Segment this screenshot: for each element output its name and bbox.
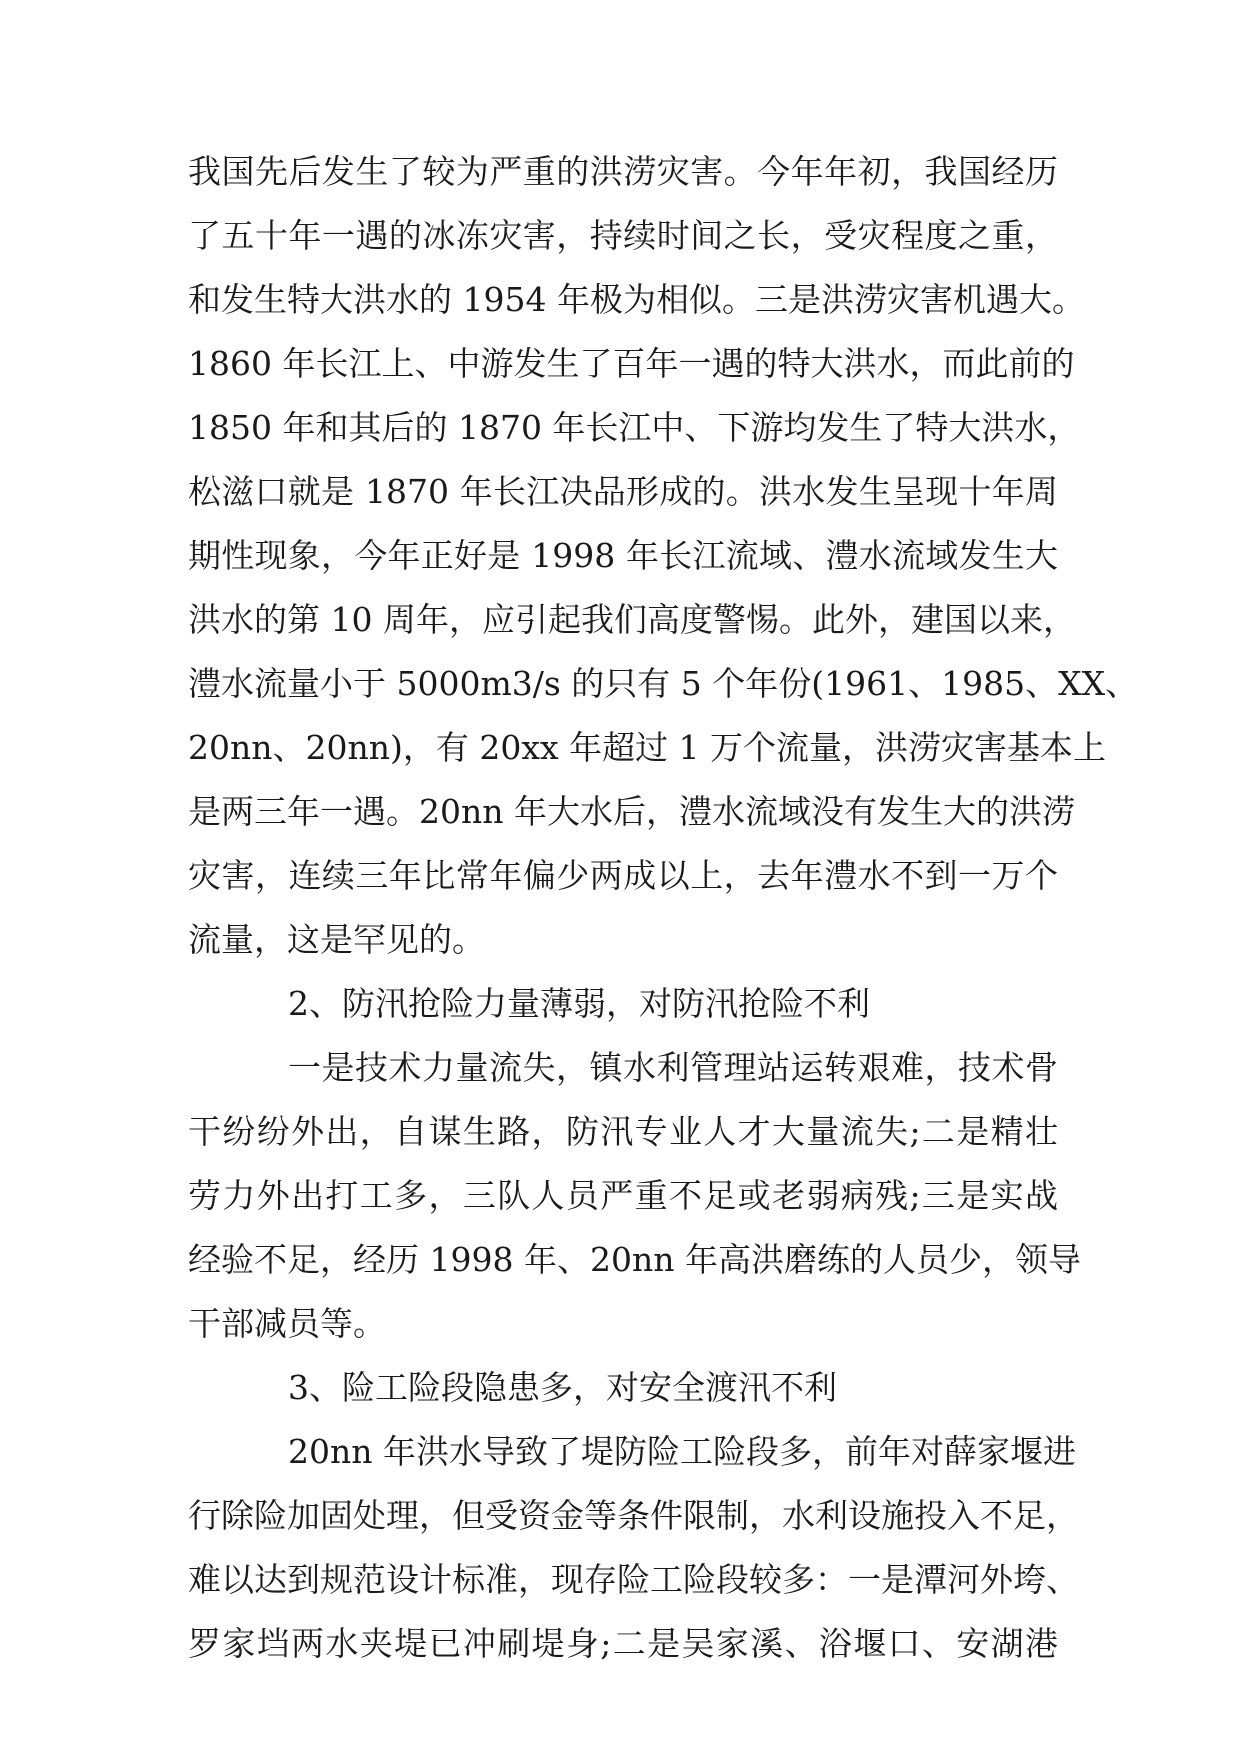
text-line: 20nn、20nn)，有 20xx 年超过 1 万个流量，洪涝灾害基本上 [188, 728, 1107, 767]
text-line: 洪水的第 10 周年，应引起我们高度警惕。此外，建国以来， [188, 600, 1076, 639]
text-line: 20nn 年洪水导致了堤防险工险段多，前年对薛家堰进 [288, 1432, 1076, 1471]
text-line: 1850 年和其后的 1870 年长江中、下游均发生了特大洪水， [188, 408, 1081, 447]
text-line: 松滋口就是 1870 年长江决品形成的。洪水发生呈现十年周 [188, 472, 1058, 511]
text-line: 期性现象，今年正好是 1998 年长江流域、澧水流域发生大 [188, 536, 1058, 575]
text-line: 经验不足，经历 1998 年、20nn 年高洪磨练的人员少，领导 [188, 1240, 1081, 1279]
text-line: 我国先后发生了较为严重的洪涝灾害。今年年初，我国经历 [188, 152, 1058, 191]
text-line: 了五十年一遇的冰冻灾害，持续时间之长，受灾程度之重， [188, 216, 1058, 255]
section-heading: 2、防汛抢险力量薄弱，对防汛抢险不利 [288, 984, 870, 1023]
text-line: 难以达到规范设计标准，现存险工险段较多：一是潭河外垮、 [188, 1560, 1079, 1599]
text-line: 干部减员等。 [188, 1304, 386, 1343]
text-line: 一是技术力量流失，镇水利管理站运转艰难，技术骨 [288, 1048, 1058, 1087]
text-line: 澧水流量小于 5000m3/s 的只有 5 个年份(1961、1985、XX、 [188, 664, 1139, 703]
text-line: 和发生特大洪水的 1954 年极为相似。三是洪涝灾害机遇大。 [188, 280, 1085, 319]
text-line: 行除险加固处理，但受资金等条件限制，水利设施投入不足， [188, 1496, 1079, 1535]
text-line: 灾害，连续三年比常年偏少两成以上，去年澧水不到一万个 [188, 856, 1058, 895]
text-line: 罗家垱两水夹堤已冲刷堤身;二是吴家溪、浴堰口、安湖港 [188, 1624, 1058, 1663]
text-line: 劳力外出打工多，三队人员严重不足或老弱病残;三是实战 [188, 1176, 1058, 1215]
text-line: 干纷纷外出，自谋生路，防汛专业人才大量流失;二是精壮 [188, 1112, 1058, 1151]
text-line: 是两三年一遇。20nn 年大水后，澧水流域没有发生大的洪涝 [188, 792, 1075, 831]
text-line: 1860 年长江上、中游发生了百年一遇的特大洪水，而此前的 [188, 344, 1075, 383]
section-heading: 3、险工险段隐患多，对安全渡汛不利 [288, 1368, 837, 1407]
text-line: 流量，这是罕见的。 [188, 920, 485, 959]
document-body [188, 140, 1139, 1676]
